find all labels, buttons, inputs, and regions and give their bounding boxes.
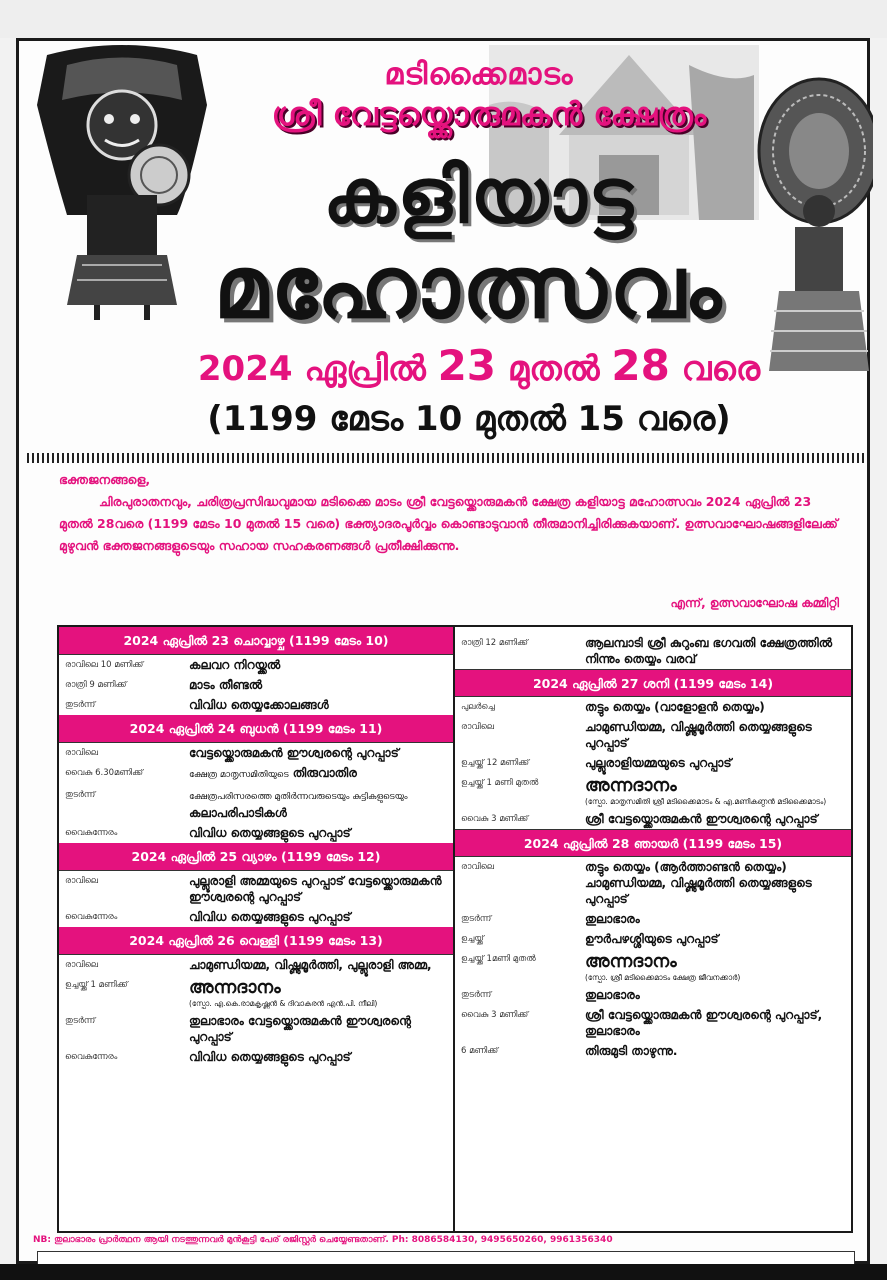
row-time: തുടർന്ന് [461, 990, 492, 1000]
row-time: തുടർന്ന് [65, 1016, 96, 1026]
schedule-row [455, 985, 851, 1005]
sponsor-note: (സ്പോ. മാതൃസമിതി ശ്രീ മടിക്കൈമാടം & എ.മണികണ്ഠൻ മടിക്കൈമാടം) [585, 797, 827, 806]
festival-title-line1: കളിയാട്ട [323, 151, 635, 240]
row-desc: വിവിധ തെയ്യങ്ങളുടെ പുറപ്പാട് [189, 1050, 351, 1064]
row-desc: ആലമ്പാടി ശ്രീ കുറുംബ ഭഗവതി ക്ഷേത്രത്തിൽ നിന്നും തെയ്യം വരവ് [585, 636, 833, 666]
schedule-row [455, 909, 851, 929]
schedule-row [455, 627, 851, 669]
malayalam-era-dates: (1199 മേടം 10 മുതൽ 15 വരെ) [207, 399, 731, 439]
row-desc: തട്ടും തെയ്യം (ആർത്താണ്ടൻ തെയ്യം) ചാമുണ്ഡിയമ്മ, വിഷ്ണുമൂർത്തി തെയ്യങ്ങളുടെ പുറപ്പാട് [585, 860, 812, 906]
row-desc-main: കലാപരിപാടികൾ [189, 806, 287, 820]
row-desc: വിവിധ തെയ്യങ്ങളുടെ പുറപ്പാട് [189, 826, 351, 840]
schedule-row [455, 753, 851, 773]
row-time: രാവിലെ [65, 876, 99, 886]
festival-poster [16, 38, 870, 1264]
footer-bar [37, 1251, 855, 1265]
bottom-band [0, 1264, 887, 1280]
row-desc-small: ക്ഷേത്ര മാതൃസമിതിയുടെ [189, 770, 289, 780]
row-desc: തിരുമുടി താഴുന്നു. [585, 1044, 678, 1058]
dates-start: 23 [437, 341, 497, 390]
row-desc: പുല്ലൂരാളി അമ്മയുടെ പുറപ്പാട് വേട്ടയ്ക്കൊരുമകൻ ഈശ്വരന്റെ പുറപ്പാട് [189, 874, 442, 904]
sponsor-note: (സ്പോ. ശ്രീ മടിക്കൈമാടം ക്ഷേത്ര ജീവനക്കാർ) [585, 973, 741, 982]
row-desc: ചാമുണ്ഡിയമ്മ, വിഷ്ണുമൂർത്തി തെയ്യങ്ങളുടെ പുറപ്പാട് [585, 720, 812, 750]
row-desc-small: ക്ഷേത്രപരിസരത്തെ മുതിർന്നവരുടെയും കുട്ടികളുടെയും [189, 792, 408, 802]
schedule-row [455, 697, 851, 717]
schedule-row [59, 655, 453, 675]
row-desc-main: അന്നദാനം [585, 775, 677, 796]
schedule-row [455, 929, 851, 949]
sponsor-note: (സ്പോ. എ.കെ.രാമകൃഷ്ണൻ & ദിവാകരൻ എൻ.പി. നീലി) [189, 999, 378, 1008]
row-desc: പുല്ലൂരാളിയമ്മയുടെ പുറപ്പാട് [585, 756, 732, 770]
top-band [0, 0, 887, 38]
row-time: 6 മണിക്ക് [461, 1046, 499, 1056]
row-desc: കലവറ നിറയ്ക്കൽ [189, 658, 281, 672]
schedule-row [59, 871, 453, 907]
temple-name-title: ശ്രീ വേട്ടയ്ക്കൊരുമകൻ ക്ഷേത്രം [271, 95, 707, 133]
row-time: വൈകു 6.30മണിക്ക് [65, 768, 144, 778]
footer-note: NB: തുലാഭാരം പ്രാർത്ഥന ആയി നടത്തുന്നവർ മുൻകൂട്ടി പേര് രജിസ്റ്റർ ചെയ്യേണ്ടതാണ്. Ph: 8086584130, 9495650260, 9961356340 [33, 1235, 613, 1245]
row-desc: തുലാഭാരം [585, 912, 640, 926]
row-time: തുടർന്ന് [65, 790, 96, 800]
schedule-row [59, 1011, 453, 1047]
row-time: വൈകു 3 മണിക്ക് [461, 1010, 529, 1020]
schedule-row [455, 717, 851, 753]
dates-prefix: 2024 ഏപ്രിൽ [197, 349, 438, 389]
row-time: ഉച്ചയ്ക്ക് 1 മണിക്ക് [65, 980, 128, 990]
row-desc: ശ്രീ വേട്ടയ്ക്കൊരുമകൻ ഈശ്വരന്റെ പുറപ്പാട് [585, 812, 818, 826]
row-time: ഉച്ചയ്ക്ക് 12 മണിക്ക് [461, 758, 530, 768]
row-time: രാത്രി 12 മണിക്ക് [461, 638, 528, 648]
row-desc: ഊർപഴശ്ശിയുടെ പുറപ്പാട് [585, 932, 719, 946]
dates-suffix: വരെ [669, 349, 761, 389]
day-heading-27: 2024 ഏപ്രിൽ 27 ശനി (1199 മേടം 14) [455, 669, 851, 697]
schedule-right-column [455, 625, 853, 1233]
schedule-row [59, 823, 453, 843]
row-desc: തുലാഭാരം വേട്ടയ്ക്കൊരുമകൻ ഈശ്വരന്റെ പുറപ്പാട് [189, 1014, 411, 1044]
row-desc: ശ്രീ വേട്ടയ്ക്കൊരുമകൻ ഈശ്വരന്റെ പുറപ്പാട്, തുലാഭാരം [585, 1008, 823, 1038]
row-time: രാവിലെ [461, 862, 495, 872]
row-desc: ചാമുണ്ഡിയമ്മ, വിഷ്ണുമൂർത്തി, പുല്ലൂരാളി അമ്മ, [189, 958, 432, 972]
row-time: തുടർന്ന് [461, 914, 492, 924]
dotted-divider [27, 453, 865, 463]
schedule-row [59, 1047, 453, 1067]
schedule-row [455, 1005, 851, 1041]
day-heading-23: 2024 ഏപ്രിൽ 23 ചൊവ്വാഴ്ച (1199 മേടം 10) [59, 627, 453, 655]
schedule-row [59, 763, 453, 785]
row-time: വൈകുന്നേരം [65, 1052, 118, 1062]
row-desc: വിവിധ തെയ്യങ്ങളുടെ പുറപ്പാട് [189, 910, 351, 924]
row-time: ഉച്ചയ്ക്ക് 1മണി മുതൽ [461, 954, 536, 964]
schedule-row [59, 955, 453, 975]
row-desc: വേട്ടയ്ക്കൊരുമകൻ ഈശ്വരന്റെ പുറപ്പാട് [189, 746, 399, 760]
day-heading-28: 2024 ഏപ്രിൽ 28 ഞായർ (1199 മേടം 15) [455, 829, 851, 857]
schedule-row [455, 809, 851, 829]
schedule-row [59, 975, 453, 1011]
row-desc: വിവിധ തെയ്യക്കോലങ്ങൾ [189, 698, 329, 712]
row-desc: തട്ടും തെയ്യം (വാളോളൻ തെയ്യം) [585, 700, 765, 714]
intro-greeting: ഭക്തജനങ്ങളെ, [59, 472, 151, 487]
row-time: രാത്രി 9 മണിക്ക് [65, 680, 127, 690]
committee-signoff: എന്ന്, ഉത്സവാഘോഷ കമ്മിറ്റി [670, 596, 839, 610]
schedule-row [59, 695, 453, 715]
dates-mid: മുതൽ [496, 349, 612, 389]
row-time: ഉച്ചയ്ക്ക് 1 മണി മുതൽ [461, 778, 539, 788]
row-time: വൈകു 3 മണിക്ക് [461, 814, 529, 824]
row-desc [189, 787, 447, 821]
day-heading-26: 2024 ഏപ്രിൽ 26 വെള്ളി (1199 മേടം 13) [59, 927, 453, 955]
schedule-row [59, 743, 453, 763]
day-heading-24: 2024 ഏപ്രിൽ 24 ബുധൻ (1199 മേടം 11) [59, 715, 453, 743]
schedule-row [59, 785, 453, 823]
schedule-row [455, 1041, 851, 1061]
schedule-row [59, 675, 453, 695]
schedule-left-column [57, 625, 455, 1233]
schedule-row [455, 949, 851, 985]
festival-dates [139, 341, 819, 390]
day-heading-25: 2024 ഏപ്രിൽ 25 വ്യാഴം (1199 മേടം 12) [59, 843, 453, 871]
intro-paragraph: ചിരപുരാതനവും, ചരിത്രപ്രസിദ്ധവുമായ മടിക്കൈ മാടം ശ്രീ വേട്ടയ്ക്കൊരുമകൻ ക്ഷേത്ര കളിയാട്ട മഹോത്സവം 2024 ഏപ്രിൽ 23 മുതൽ 28വരെ (1199 മേടം 10 മുതൽ 15 വരെ) ഭക്ത്യാദരപൂർവ്വം കൊണ്ടാടുവാൻ തീരുമാനിച്ചിരിക്കുകയാണ്. ഉത്സവാഘോഷങ്ങളിലേക്ക് മുഴുവൻ ഭക്തജനങ്ങളുടെയും സഹായ സഹകരണങ്ങൾ പ്രതീക്ഷിക്കുന്നു. [59, 494, 838, 553]
row-time: രാവിലെ 10 മണിക്ക് [65, 660, 144, 670]
row-desc-main: അന്നദാനം [585, 951, 677, 972]
row-desc [189, 765, 357, 783]
row-time: വൈകുന്നേരം [65, 828, 118, 838]
row-time: പുലർച്ചെ [461, 702, 495, 712]
row-desc: മാടം തീണ്ടൽ [189, 678, 263, 692]
row-time: വൈകുന്നേരം [65, 912, 118, 922]
dates-end: 28 [611, 341, 670, 390]
schedule-row [455, 857, 851, 909]
intro-text [59, 469, 839, 557]
row-time: തുടർന്ന് [65, 700, 96, 710]
row-time: രാവിലെ [65, 960, 99, 970]
row-desc-main: അന്നദാനം [189, 977, 281, 998]
row-time: ഉച്ചയ്ക്ക് [461, 934, 484, 944]
row-desc: തുലാഭാരം [585, 988, 640, 1002]
row-desc [585, 951, 740, 983]
temple-place-title: മടിക്കൈമാടം [384, 57, 574, 92]
row-desc [585, 775, 826, 807]
row-time: രാവിലെ [461, 722, 495, 732]
row-desc [189, 977, 377, 1009]
row-time: രാവിലെ [65, 748, 99, 758]
schedule-row [455, 773, 851, 809]
festival-title-line2: മഹോത്സവം [213, 237, 725, 338]
row-desc-main: തിരുവാതിര [292, 766, 357, 780]
schedule-row [59, 907, 453, 927]
